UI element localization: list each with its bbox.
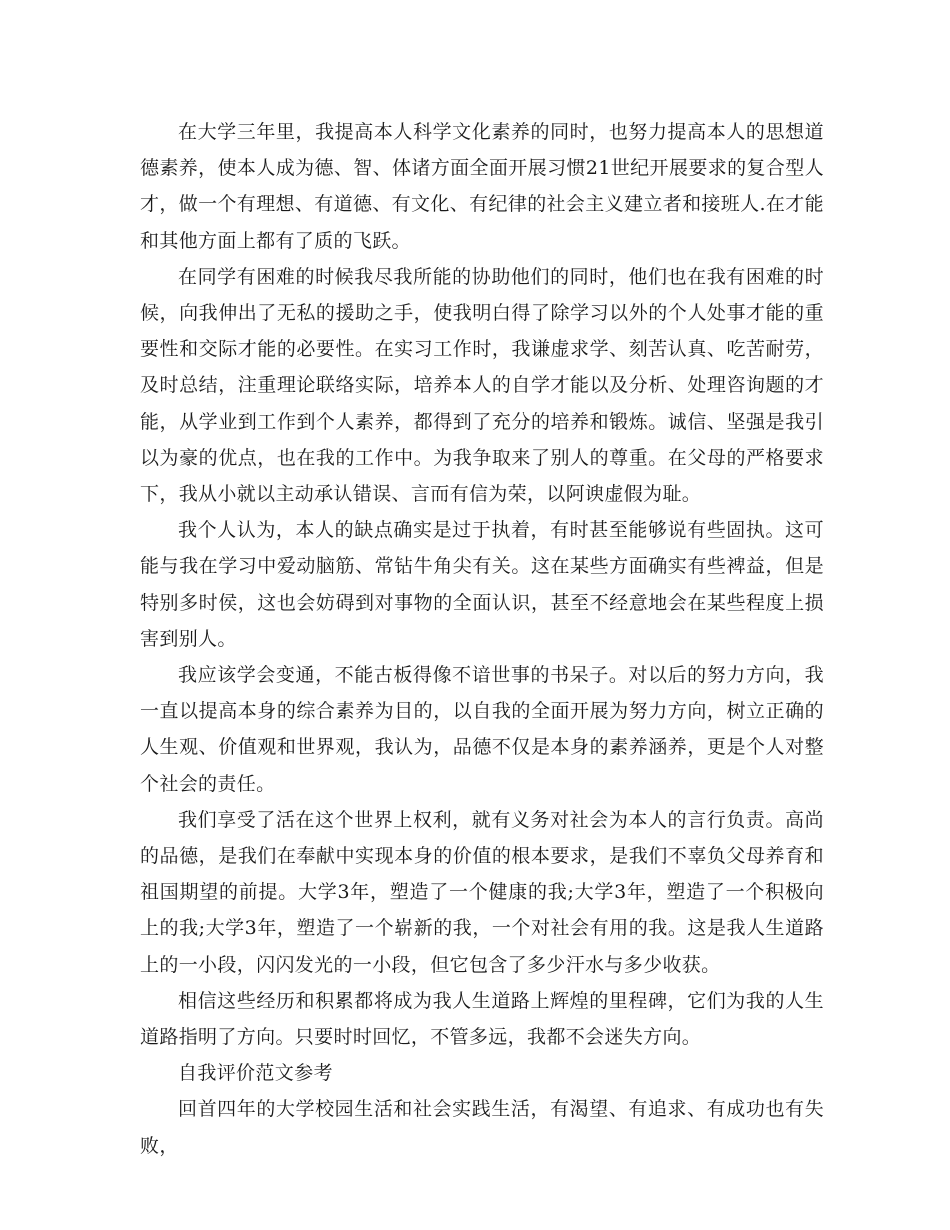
paragraph: 相信这些经历和积累都将成为我人生道路上辉煌的里程碑，它们为我的人生道路指明了方向。只要时时回忆，不管多远，我都不会迷失方向。	[140, 989, 824, 1049]
section-heading: 自我评价范文参考	[178, 1062, 333, 1085]
document-body	[140, 114, 824, 1164]
paragraph: 在大学三年里，我提高本人科学文化素养的同时，也努力提高本人的思想道德素养，使本人成为德、智、体诸方面全面开展习惯21世纪开展要求的复合型人才，做一个有理想、有道德、有文化、有纪律的社会主义建立者和接班人.在才能和其他方面上都有了质的飞跃。	[140, 121, 824, 252]
paragraph: 我应该学会变通，不能古板得像不谙世事的书呆子。对以后的努力方向，我一直以提高本身的综合素养为目的，以自我的全面开展为努力方向，树立正确的人生观、价值观和世界观，我认为，品德不仅是本身的素养涵养，更是个人对整个社会的责任。	[140, 664, 824, 795]
paragraph: 回首四年的大学校园生活和社会实践生活，有渴望、有追求、有成功也有失败，	[140, 1098, 824, 1157]
paragraph: 在同学有困难的时候我尽我所能的协助他们的同时，他们也在我有困难的时候，向我伸出了无私的援助之手，使我明白得了除学习以外的个人处事才能的重要性和交际才能的必要性。在实习工作时，我谦虚求学、刻苦认真、吃苦耐劳，及时总结，注重理论联络实际，培养本人的自学才能以及分析、处理咨询题的才能，从学业到工作到个人素养，都得到了充分的培养和锻炼。诚信、坚强是我引以为豪的优点，也在我的工作中。为我争取来了别人的尊重。在父母的严格要求下，我从小就以主动承认错误、言而有信为荣，以阿谀虚假为耻。	[140, 265, 824, 506]
paragraph: 我们享受了活在这个世界上权利，就有义务对社会为本人的言行负责。高尚的品德，是我们在奉献中实现本身的价值的根本要求，是我们不辜负父母养育和祖国期望的前提。大学3年，塑造了一个健康的我;大学3年，塑造了一个积极向上的我;大学3年，塑造了一个崭新的我，一个对社会有用的我。这是我人生道路上的一小段，闪闪发光的一小段，但它包含了多少汗水与多少收获。	[140, 808, 824, 976]
paragraph: 我个人认为，本人的缺点确实是过于执着，有时甚至能够说有些固执。这可能与我在学习中爱动脑筋、常钻牛角尖有关。这在某些方面确实有些裨益，但是特别多时侯，这也会妨碍到对事物的全面认识，甚至不经意地会在某些程度上损害到别人。	[140, 519, 824, 650]
